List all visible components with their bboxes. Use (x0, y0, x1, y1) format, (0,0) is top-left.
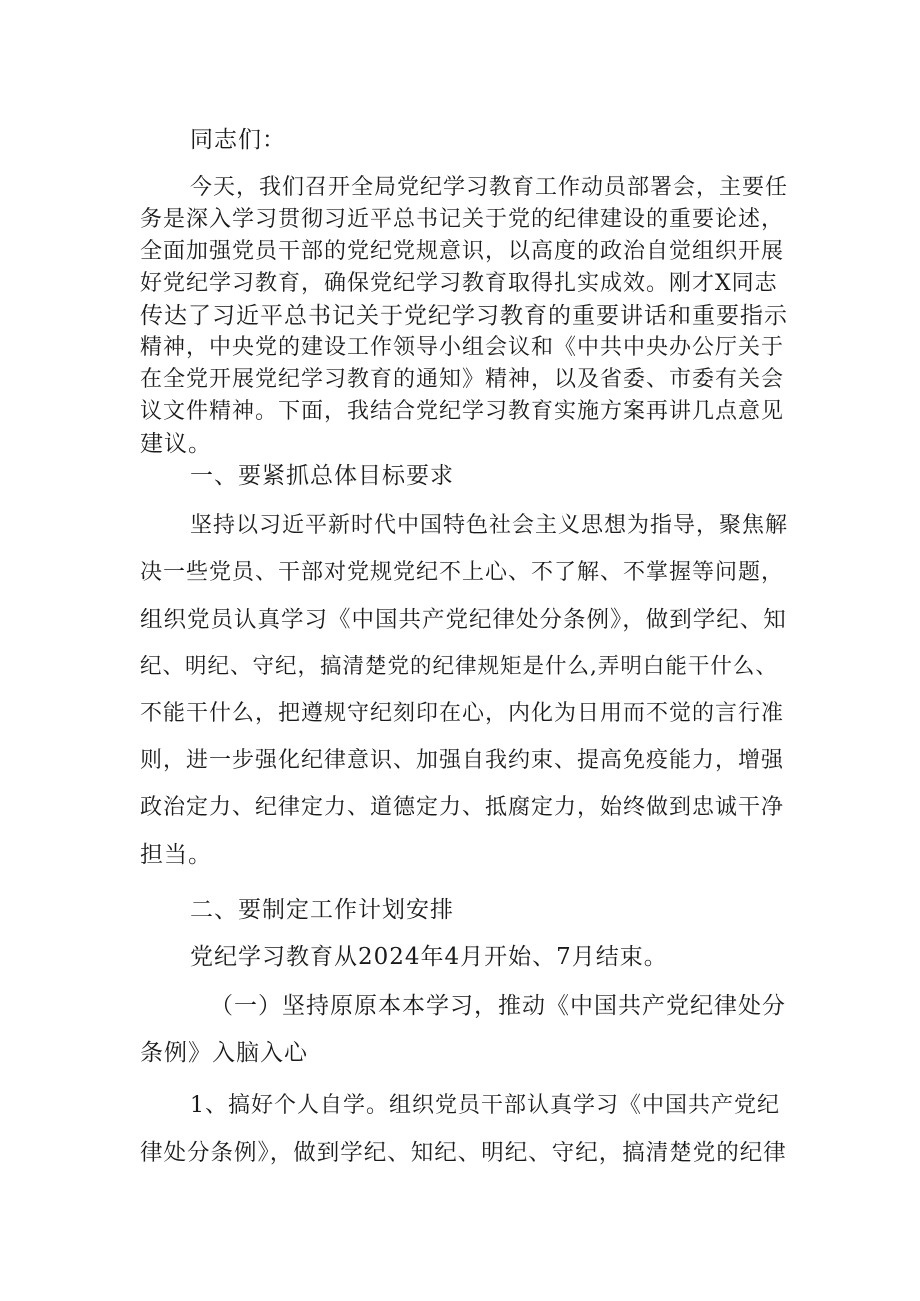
greeting: 同志们： (190, 127, 286, 153)
section2-heading: 二、要制定工作计划安排 (190, 897, 454, 923)
subsection1-heading-line-1: （一）坚持原原本本学习，推动《中国共产党纪律处分 (210, 993, 786, 1019)
intro-line-6: 精神，中央党的建设工作领导小组会议和《中共中央办公厅关于 (140, 335, 785, 360)
section1-line-8: 担当。 (140, 842, 212, 868)
section1-line-1: 坚持以习近平新时代中国特色社会主义思想为指导，聚焦解 (190, 513, 789, 538)
intro-line-5: 传达了习近平总书记关于党纪学习教育的重要讲话和重要指示 (140, 303, 788, 329)
section1-line-2: 决一些党员、干部对党规党纪不上心、不了解、不掌握等问题， (140, 560, 785, 585)
intro-line-4: 好党纪学习教育，确保党纪学习教育取得扎实成效。刚才X同志 (140, 271, 778, 296)
section1-line-6: 则，进一步强化纪律意识、加强自我约束、提高免疫能力，增强 (140, 748, 785, 773)
section1-line-4: 纪、明纪、守纪，搞清楚党的纪律规矩是什么,弄明白能干什么、 (140, 654, 778, 679)
intro-line-8: 议文件精神。下面，我结合党纪学习教育实施方案再讲几点意见 (140, 399, 785, 424)
intro-line-1: 今天，我们召开全局党纪学习教育工作动员部署会，主要任 (190, 175, 789, 200)
section2-body: 党纪学习教育从2024年4月开始、7月结束。 (190, 944, 668, 970)
subsection1-heading-line-2: 条例》入脑入心 (140, 1040, 308, 1066)
item1-line-2: 律处分条例》，做到学纪、知纪、明纪、守纪，搞清楚党的纪律 (140, 1140, 787, 1166)
section1-line-7: 政治定力、纪律定力、道德定力、抵腐定力，始终做到忠诚干净 (140, 795, 785, 820)
intro-line-9: 建议。 (140, 431, 212, 457)
intro-line-3: 全面加强党员干部的党纪党规意识，以高度的政治自觉组织开展 (140, 239, 785, 264)
intro-line-2: 务是深入学习贯彻习近平总书记关于党的纪律建设的重要论述， (140, 207, 785, 232)
section1-line-5: 不能干什么，把遵规守纪刻印在心，内化为日用而不觉的言行准 (140, 701, 785, 726)
section1-heading: 一、要紧抓总体目标要求 (190, 463, 454, 489)
intro-line-7: 在全党开展党纪学习教育的通知》精神，以及省委、市委有关会 (140, 367, 785, 392)
section1-line-3: 组织党员认真学习《中国共产党纪律处分条例》，做到学纪、知 (140, 607, 787, 633)
item1-line-1: 1、搞好个人自学。组织党员干部认真学习《中国共产党纪 (190, 1093, 780, 1118)
